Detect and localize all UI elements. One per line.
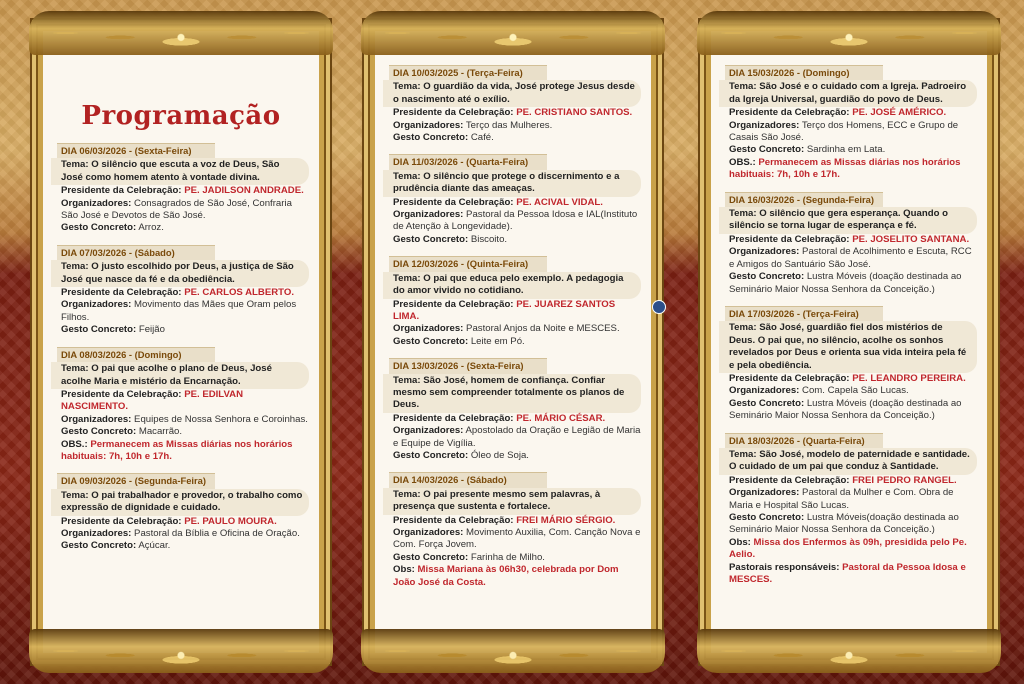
- theme-label: Tema:: [393, 488, 421, 500]
- program-entry: [389, 472, 641, 589]
- ornament-bottom: [29, 629, 333, 673]
- theme-label: Tema:: [393, 374, 421, 386]
- presider-label: Presidente da Celebração:: [729, 233, 850, 245]
- organizers-label: Organizadores:: [393, 119, 464, 131]
- presider: [389, 299, 641, 324]
- presider-value: PE. ACIVAL VIDAL.: [516, 196, 603, 208]
- program-entry: [725, 65, 977, 182]
- gesture: [57, 222, 309, 234]
- date-header: DIA 18/03/2026 - (Quarta-Feira): [725, 433, 883, 448]
- date-header: DIA 17/03/2026 - (Terça-Feira): [725, 306, 883, 321]
- presider-value: PE. CRISTIANO SANTOS.: [516, 107, 633, 119]
- theme-label: Tema:: [393, 81, 421, 93]
- theme-value: O silêncio que escuta a voz de Deus, São José como homem atento à vontade divina.: [61, 159, 280, 183]
- panel-left: [38, 26, 324, 658]
- gesture: [389, 234, 641, 246]
- organizers: [389, 527, 641, 552]
- presider-value: PE. JUAREZ SANTOS LIMA.: [393, 298, 616, 322]
- organizers: [389, 209, 641, 234]
- organizers: [725, 487, 977, 512]
- ornament-bottom: [697, 629, 1001, 673]
- date-header: DIA 08/03/2026 - (Domingo): [57, 347, 215, 362]
- theme-value: São José, guardião fiel dos mistérios de Deus. O pai que, no silêncio, acolhe os sonhos revelados por Deus e orienta sua vida inteira pela fé e pela obediência.: [729, 322, 967, 371]
- observation-label: Obs:: [393, 564, 415, 576]
- presider: [57, 389, 309, 414]
- column-middle: [389, 65, 641, 599]
- program-entry: [389, 256, 641, 348]
- observation-label: OBS.:: [61, 438, 88, 450]
- theme-text: [719, 80, 977, 107]
- presider-value: FREI PEDRO RANGEL.: [852, 474, 957, 486]
- organizers-value: Pastoral de Acolhimento e Escuta, RCC e Amigos do Santuário São José.: [729, 246, 972, 270]
- gesture-value: Café.: [470, 132, 494, 144]
- organizers: [389, 120, 641, 132]
- theme-value: O silêncio que gera esperança. Quando o silêncio se torna lugar de esperança e fé.: [729, 208, 948, 232]
- observation-value: Permanecem as Missas diárias nos horários habituais: 7h, 10h e 17h.: [61, 438, 293, 462]
- organizers: [389, 425, 641, 450]
- presider: [725, 234, 977, 246]
- organizers-label: Organizadores:: [393, 425, 464, 437]
- theme-value: O pai presente mesmo sem palavras, à presença que sustenta e fortalece.: [393, 488, 601, 513]
- date-header: DIA 09/03/2026 - (Segunda-Feira): [57, 473, 215, 488]
- ornament-top: [697, 11, 1001, 55]
- program-entry: [57, 347, 309, 464]
- organizers-value: Consagrados de São José, Confraria São José e Devotos de São José.: [61, 197, 292, 222]
- observation: [725, 157, 977, 182]
- organizers-label: Organizadores:: [393, 323, 464, 335]
- theme-label: Tema:: [61, 363, 89, 375]
- theme-text: [383, 170, 641, 197]
- organizers-label: Organizadores:: [393, 527, 464, 538]
- organizers-label: Organizadores:: [729, 246, 800, 258]
- program-entry: [389, 154, 641, 246]
- program-entry: [725, 192, 977, 296]
- gesture: [725, 512, 977, 537]
- theme-label: Tema:: [729, 322, 757, 334]
- theme-text: [719, 448, 977, 475]
- gesture-label: Gesto Concreto:: [393, 132, 469, 144]
- theme-value: O pai que educa pelo exemplo. A pedagogia do amor vivido no cotidiano.: [393, 272, 624, 297]
- organizers-value: Equipes de Nossa Senhora e Coroinhas.: [134, 413, 308, 425]
- organizers-label: Organizadores:: [61, 527, 132, 539]
- theme-value: O pai que acolhe o plano de Deus, José acolhe Maria e mistério da Encarnação.: [61, 363, 272, 387]
- presider-value: PE. CARLOS ALBERTO.: [184, 287, 294, 299]
- organizers-value: Apostolado da Oração e Legião de Maria e Equipe de Vigília.: [393, 425, 641, 449]
- observation-label: Obs:: [729, 536, 751, 548]
- ornament-bottom: [361, 629, 665, 673]
- presider-label: Presidente da Celebração:: [393, 514, 514, 526]
- theme-label: Tema:: [729, 208, 757, 220]
- presider: [389, 197, 641, 209]
- presider-label: Presidente da Celebração:: [729, 372, 850, 384]
- theme-text: [51, 260, 309, 287]
- date-header: DIA 06/03/2026 - (Sexta-Feira): [57, 143, 215, 158]
- presider-label: Presidente da Celebração:: [61, 185, 182, 197]
- presider-value: PE. JOSÉ AMÉRICO.: [852, 107, 947, 119]
- organizers-value: Movimento Auxilia, Com. Canção Nova e Com. Força Jovem.: [393, 527, 641, 551]
- presider: [725, 475, 977, 487]
- gesture: [725, 144, 977, 156]
- gesture: [389, 450, 641, 462]
- presider: [57, 287, 309, 299]
- gesture-value: Leite em Pó.: [470, 335, 525, 347]
- theme-label: Tema:: [61, 159, 89, 171]
- presider: [57, 185, 309, 197]
- ornament-top: [361, 11, 665, 55]
- ornament-top: [29, 11, 333, 55]
- observation-value: Missa dos Enfermos às 09h, presidida pelo Pe. Aelio.: [729, 536, 967, 561]
- theme-text: [383, 374, 641, 413]
- theme-label: Tema:: [61, 261, 89, 273]
- presider: [389, 107, 641, 119]
- presider-label: Presidente da Celebração:: [729, 474, 850, 486]
- presider-value: PE. PAULO MOURA.: [184, 515, 277, 527]
- presider: [725, 107, 977, 119]
- presider-value: PE. LEANDRO PEREIRA.: [852, 372, 966, 384]
- organizers-label: Organizadores:: [729, 487, 800, 499]
- presider-value: PE. EDILVAN NASCIMENTO.: [61, 388, 243, 413]
- presider-value: FREI MÁRIO SÉRGIO.: [516, 514, 616, 526]
- presider-value: PE. JOSELITO SANTANA.: [852, 233, 970, 245]
- date-header: DIA 14/03/2026 - (Sábado): [389, 472, 547, 487]
- gesture: [57, 324, 309, 336]
- organizers-label: Organizadores:: [729, 119, 800, 131]
- organizers-value: Terço dos Homens, ECC e Grupo de Casais São José.: [729, 119, 959, 144]
- theme-value: O guardião da vida, José protege Jesus desde o nascimento até o exílio.: [393, 81, 635, 105]
- program-entry: [57, 473, 309, 552]
- presider-label: Presidente da Celebração:: [729, 107, 850, 119]
- theme-value: O silêncio que protege o discernimento e a prudência diante das ameaças.: [393, 170, 620, 195]
- date-header: DIA 10/03/2025 - (Terça-Feira): [389, 65, 547, 80]
- organizers-value: Pastoral da Bíblia e Oficina de Oração.: [134, 527, 300, 539]
- gesture-label: Gesto Concreto:: [61, 324, 137, 336]
- organizers-value: Terço das Mulheres.: [465, 119, 553, 131]
- presider: [725, 373, 977, 385]
- theme-label: Tema:: [61, 489, 89, 501]
- theme-label: Tema:: [729, 81, 757, 93]
- presider-label: Presidente da Celebração:: [393, 196, 514, 208]
- gesture-value: Açúcar.: [138, 540, 171, 552]
- presider: [389, 413, 641, 425]
- gesture-value: Lustra Móveis (doação destinada ao Seminário Maior Nossa Senhora da Conceição.): [729, 271, 962, 295]
- theme-label: Tema:: [729, 448, 757, 460]
- organizers: [57, 528, 309, 540]
- gesture-label: Gesto Concreto:: [729, 397, 805, 409]
- organizers-label: Organizadores:: [729, 385, 800, 397]
- date-header: DIA 16/03/2026 - (Segunda-Feira): [725, 192, 883, 207]
- theme-value: São José, modelo de paternidade e santidade. O cuidado de um pai que conduz à Santidade.: [729, 448, 970, 473]
- presider-value: PE. MÁRIO CÉSAR.: [516, 412, 606, 424]
- gesture: [389, 132, 641, 144]
- panel-middle: [370, 26, 656, 658]
- observation: [57, 439, 309, 464]
- presider-label: Presidente da Celebração:: [393, 298, 514, 310]
- organizers-value: Pastoral da Mulher e Com. Obra de Maria e Hospital São Lucas.: [729, 487, 954, 511]
- theme-value: O justo escolhido por Deus, a justiça de São José que nasce da fé e da obediência.: [61, 261, 294, 285]
- gesture-label: Gesto Concreto:: [393, 551, 469, 563]
- organizers: [57, 299, 309, 324]
- gesture-label: Gesto Concreto:: [61, 426, 137, 438]
- gesture-label: Gesto Concreto:: [729, 512, 805, 523]
- watermark-logo: [651, 300, 667, 388]
- theme-text: [383, 488, 641, 515]
- gesture-value: Sardinha em Lata.: [806, 144, 886, 156]
- presider: [389, 515, 641, 527]
- gesture-label: Gesto Concreto:: [393, 233, 469, 245]
- organizers-value: Com. Capela São Lucas.: [802, 385, 909, 397]
- presider-label: Presidente da Celebração:: [393, 107, 514, 119]
- program-entry: [389, 358, 641, 462]
- presider-label: Presidente da Celebração:: [61, 388, 182, 400]
- theme-text: [51, 362, 309, 389]
- presider-value: PE. JADILSON ANDRADE.: [184, 185, 304, 197]
- gesture-value: Lustra Móveis(doação destinada ao Seminário Maior Nossa Senhora da Conceição.): [729, 512, 959, 536]
- program-entry: [57, 245, 309, 337]
- date-header: DIA 15/03/2026 - (Domingo): [725, 65, 883, 80]
- date-header: DIA 12/03/2026 - (Quinta-Feira): [389, 256, 547, 271]
- theme-value: São José e o cuidado com a Igreja. Padroeiro da Igreja Universal, guardião do povo de Deus.: [729, 81, 967, 105]
- gesture-value: Farinha de Milho.: [470, 551, 545, 563]
- pastorals-value: Pastoral da Pessoa Idosa e MESCES.: [729, 561, 966, 586]
- gesture-value: Lustra Móveis (doação destinada ao Seminário Maior Nossa Senhora da Conceição.): [729, 397, 962, 422]
- gesture-label: Gesto Concreto:: [61, 540, 137, 552]
- organizers-label: Organizadores:: [393, 209, 464, 221]
- theme-value: São José, homem de confiança. Confiar mesmo sem compreender totalmente os planos de Deus.: [393, 374, 625, 411]
- program-entry: [725, 433, 977, 587]
- organizers-label: Organizadores:: [61, 413, 132, 425]
- organizers-label: Organizadores:: [61, 197, 132, 209]
- date-header: DIA 07/03/2026 - (Sábado): [57, 245, 215, 260]
- pastorals: [725, 562, 977, 587]
- theme-text: [51, 158, 309, 185]
- gesture-label: Gesto Concreto:: [393, 449, 469, 461]
- theme-label: Tema:: [393, 272, 421, 284]
- program-entry: [725, 306, 977, 423]
- gesture: [57, 540, 309, 552]
- organizers: [725, 385, 977, 397]
- organizers: [725, 120, 977, 145]
- theme-text: [719, 207, 977, 234]
- program-entry: [389, 65, 641, 144]
- column-right: [725, 65, 977, 596]
- gesture: [57, 426, 309, 438]
- logo-icon: [652, 300, 666, 314]
- theme-text: [51, 489, 309, 516]
- presider-label: Presidente da Celebração:: [393, 412, 514, 424]
- gesture-value: Feijão: [138, 324, 165, 336]
- organizers-value: Pastoral Anjos da Noite e MESCES.: [466, 323, 620, 335]
- gesture-value: Biscoito.: [470, 233, 508, 245]
- date-header: DIA 11/03/2026 - (Quarta-Feira): [389, 154, 547, 169]
- date-header: DIA 13/03/2026 - (Sexta-Feira): [389, 358, 547, 373]
- theme-text: [719, 321, 977, 373]
- gesture: [725, 271, 977, 296]
- organizers: [725, 246, 977, 271]
- observation: [725, 537, 977, 562]
- theme-text: [383, 80, 641, 107]
- gesture-value: Óleo de Soja.: [470, 449, 529, 461]
- organizers: [57, 414, 309, 426]
- theme-text: [383, 272, 641, 299]
- organizers: [57, 198, 309, 223]
- theme-value: O pai trabalhador e provedor, o trabalho como expressão de dignidade e cuidado.: [61, 489, 303, 514]
- gesture-value: Macarrão.: [138, 426, 183, 438]
- organizers-value: Pastoral da Pessoa Idosa e IAL(Instituto de Atenção à Longevidade).: [393, 209, 638, 233]
- gesture: [389, 336, 641, 348]
- theme-label: Tema:: [393, 170, 421, 182]
- gesture-label: Gesto Concreto:: [393, 335, 469, 347]
- organizers-value: Movimento das Mães que Oram pelos Filhos.: [61, 299, 297, 323]
- panel-right: [706, 26, 992, 658]
- observation-value: Permanecem as Missas diárias nos horários habituais: 7h, 10h e 17h.: [729, 156, 961, 181]
- gesture: [725, 398, 977, 423]
- gesture-value: Arroz.: [138, 222, 164, 234]
- gesture: [389, 552, 641, 564]
- organizers-label: Organizadores:: [61, 299, 132, 311]
- presider: [57, 516, 309, 528]
- presider-label: Presidente da Celebração:: [61, 287, 182, 299]
- gesture-label: Gesto Concreto:: [729, 144, 805, 156]
- presider-label: Presidente da Celebração:: [61, 515, 182, 527]
- gesture-label: Gesto Concreto:: [61, 222, 137, 234]
- observation-label: OBS.:: [729, 156, 756, 168]
- program-entry: [57, 143, 309, 235]
- observation: [389, 564, 641, 589]
- pastorals-label: Pastorais responsáveis:: [729, 561, 840, 573]
- observation-value: Missa Mariana às 06h30, celebrada por Dom João José da Costa.: [393, 564, 619, 588]
- gesture-label: Gesto Concreto:: [729, 271, 805, 283]
- page-title: Programação: [81, 101, 281, 131]
- column-left: [57, 143, 309, 563]
- organizers: [389, 323, 641, 335]
